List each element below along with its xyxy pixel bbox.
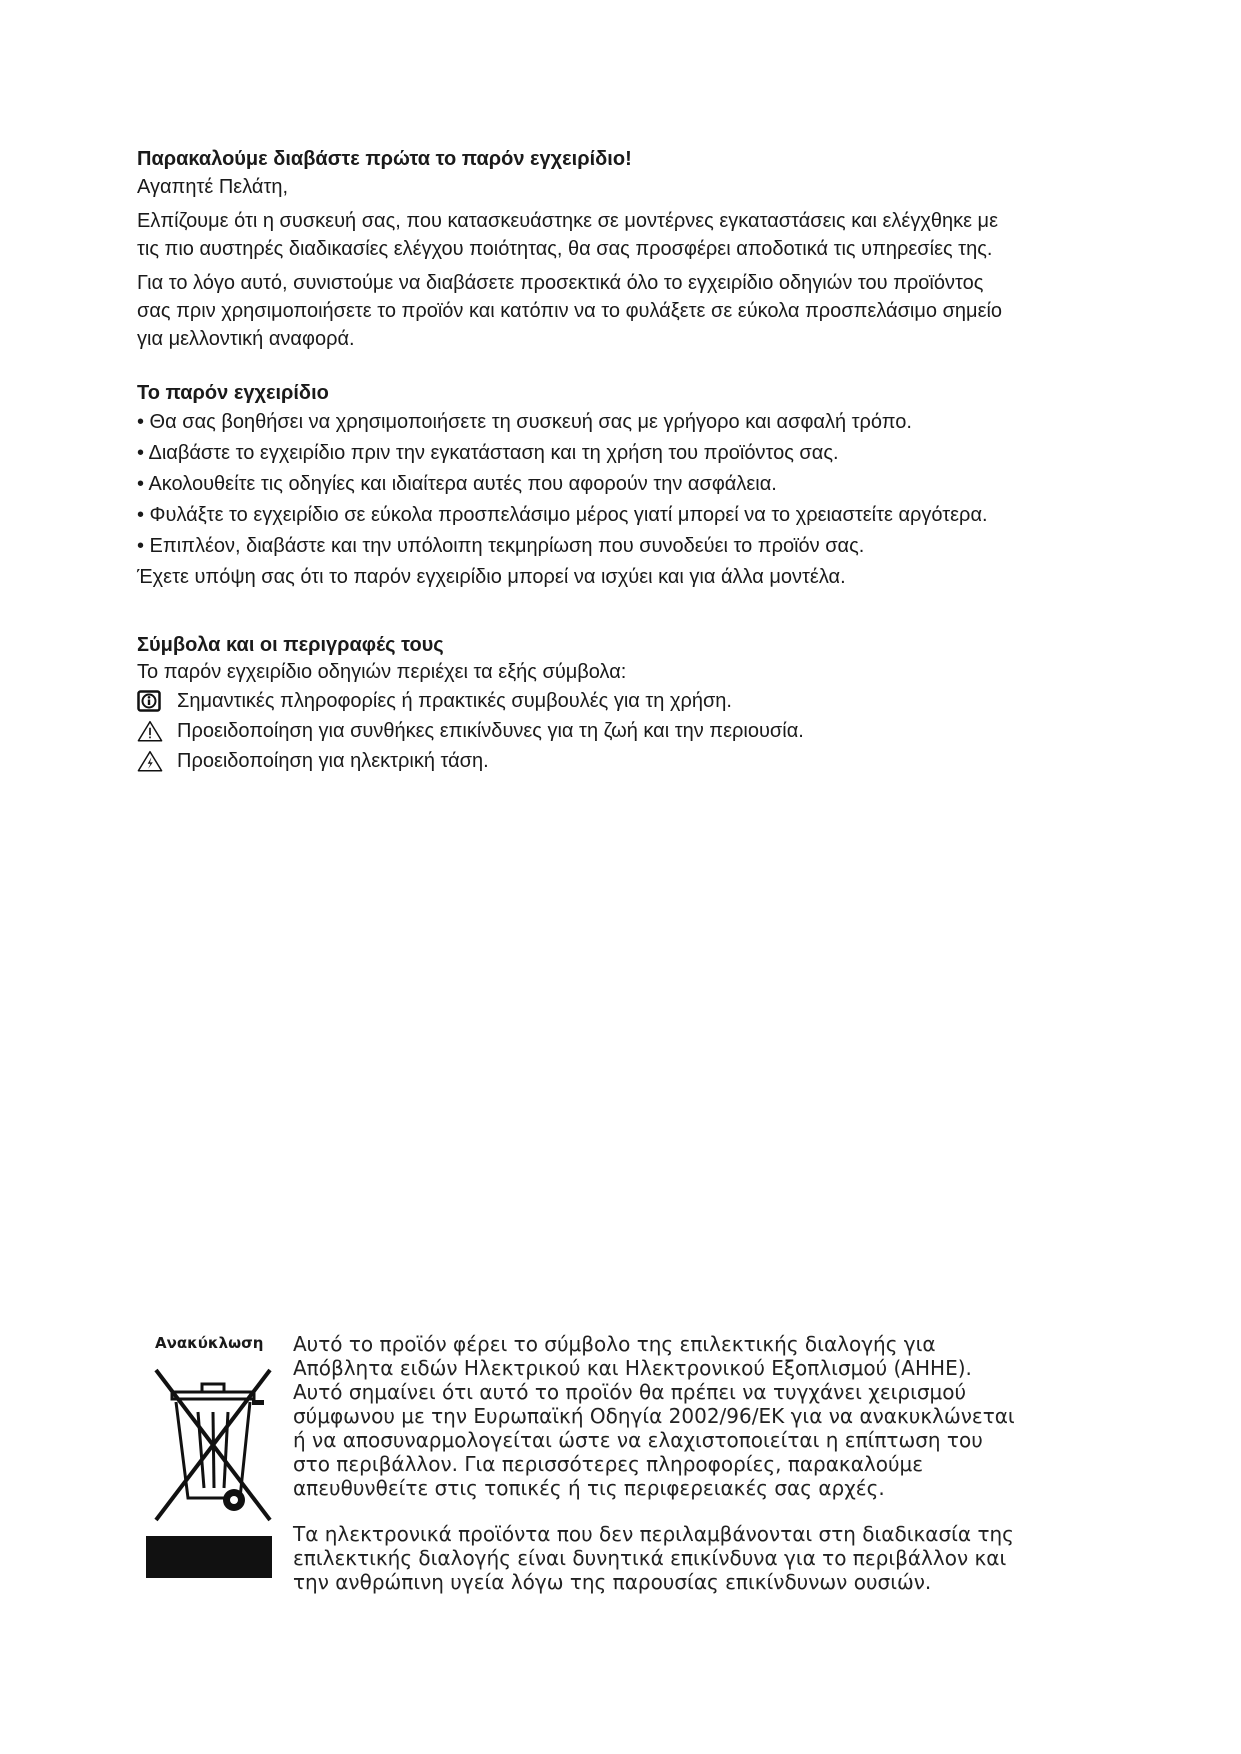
electric-warning-icon: [137, 749, 163, 773]
symbol-description: Προειδοποίηση για συνθήκες επικίνδυνες για τη ζωή και την περιουσία.: [177, 719, 804, 742]
text-line: Απόβλητα ειδών Ηλεκτρικού και Ηλεκτρονικού Εξοπλισμού (ΑΗΗΕ).: [293, 1356, 972, 1380]
symbol-description: Προειδοποίηση για ηλεκτρική τάση.: [177, 749, 489, 772]
bullet-item: • Επιπλέον, διαβάστε και την υπόλοιπη τεκμηρίωση που συνοδεύει το προϊόν σας.: [137, 535, 865, 557]
bullet-item: • Διαβάστε το εγχειρίδιο πριν την εγκατάσταση και τη χρήση του προϊόντος σας.: [137, 442, 839, 464]
text-line: Αυτό το προϊόν φέρει το σύμβολο της επιλεκτικής διαλογής για: [293, 1332, 936, 1356]
symbols-heading: Σύμβολα και οι περιγραφές τους: [137, 634, 444, 656]
recycling-text: [293, 1332, 1093, 1594]
symbol-item-warning: [137, 716, 1117, 746]
black-bar: [146, 1536, 272, 1578]
symbol-description: Σημαντικές πληροφορίες ή πρακτικές συμβουλές για τη χρήση.: [177, 689, 732, 712]
text-line: τις πιο αυστηρές διαδικασίες ελέγχου ποιότητας, θα σας προσφέρει αποδοτικά τις υπηρεσίες της.: [137, 238, 993, 260]
text-line: Αυτό σημαίνει ότι αυτό το προϊόν θα πρέπει να τυγχάνει χειρισμού: [293, 1380, 967, 1404]
bullet-item: • Θα σας βοηθήσει να χρησιμοποιήσετε τη συσκευή σας με γρήγορο και ασφαλή τρόπο.: [137, 411, 912, 433]
manual-note: Έχετε υπόψη σας ότι το παρόν εγχειρίδιο μπορεί να ισχύει και για άλλα μοντέλα.: [137, 566, 846, 588]
recycling-section: [140, 1322, 1100, 1622]
text-line: Για το λόγο αυτό, συνιστούμε να διαβάσετε προσεκτικά όλο το εγχειρίδιο οδηγιών του προϊόντος: [137, 272, 984, 294]
symbols-intro: Το παρόν εγχειρίδιο οδηγιών περιέχει τα εξής σύμβολα:: [137, 661, 627, 683]
manual-section: [137, 380, 1117, 591]
symbols-section: [137, 632, 1117, 776]
text-line: Τα ηλεκτρονικά προϊόντα που δεν περιλαμβάνονται στη διαδικασία της: [293, 1522, 1014, 1546]
recycling-paragraph-2: [293, 1522, 1093, 1594]
bullet-item: • Φυλάξτε το εγχειρίδιο σε εύκολα προσπελάσιμο μέρος γιατί μπορεί να το χρειαστείτε αργότερα.: [137, 504, 988, 526]
crossed-out-bin-icon: [148, 1360, 278, 1535]
intro-section: [137, 146, 1117, 353]
text-line: Ελπίζουμε ότι η συσκευή σας, που κατασκευάστηκε σε μοντέρνες εγκαταστάσεις και ελέγχθηκε με: [137, 210, 998, 232]
text-line: απευθυνθείτε στις τοπικές ή τις περιφερειακές σας αρχές.: [293, 1476, 885, 1500]
text-line: σύμφωνου με την Ευρωπαϊκή Οδηγία 2002/96/ΕΚ για να ανακυκλώνεται: [293, 1404, 1015, 1428]
intro-paragraph-2: [137, 269, 1117, 353]
text-line: επιλεκτικής διαλογής είναι δυνητικά επικίνδυνα για το περιβάλλον και: [293, 1546, 1007, 1570]
recycling-label: Ανακύκλωση: [155, 1334, 264, 1352]
symbol-item-electric: [137, 746, 1117, 776]
intro-paragraph-1: [137, 207, 1117, 263]
text-line: στο περιβάλλον. Για περισσότερες πληροφορίες, παρακαλούμε: [293, 1452, 924, 1476]
bullet-item: • Ακολουθείτε τις οδηγίες και ιδιαίτερα αυτές που αφορούν την ασφάλεια.: [137, 473, 777, 495]
recycling-paragraph-1: [293, 1332, 1093, 1500]
greeting: Αγαπητέ Πελάτη,: [137, 176, 289, 198]
text-line: ή να αποσυναρμολογείται ώστε να ελαχιστοποιείται η επίπτωση του: [293, 1428, 983, 1452]
manual-heading: Το παρόν εγχειρίδιο: [137, 382, 329, 404]
text-line: την ανθρώπινη υγεία λόγω της παρουσίας επικίνδυνων ουσιών.: [293, 1570, 932, 1594]
text-line: σας πριν χρησιμοποιήσετε το προϊόν και κατόπιν να το φυλάξετε σε εύκολα προσπελάσιμο σημείο: [137, 300, 1003, 322]
text-line: για μελλοντική αναφορά.: [137, 328, 355, 350]
warning-triangle-icon: [137, 719, 163, 743]
intro-heading: Παρακαλούμε διαβάστε πρώτα το παρόν εγχειρίδιο!: [137, 148, 632, 170]
symbol-item-info: [137, 686, 1117, 716]
info-icon: [137, 689, 163, 713]
